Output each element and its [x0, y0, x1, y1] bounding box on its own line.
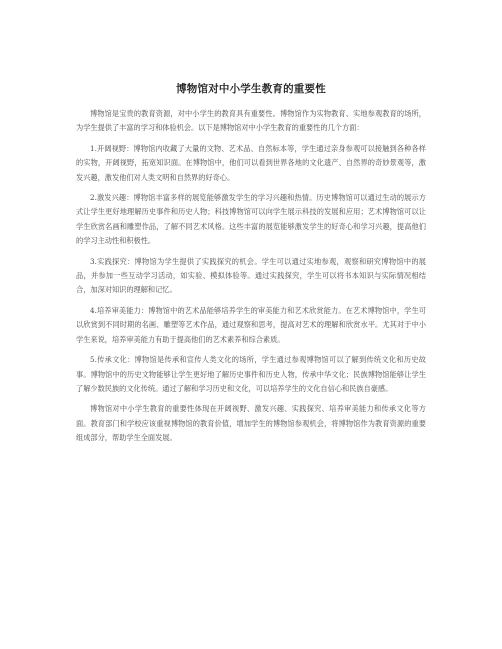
intro-paragraph: 博物馆是宝贵的教育资源，对中小学生的教育具有重要性。博物馆作为实物教育、实地参观教育的场所，为学生提供了丰富的学习和体验机会。以下是博物馆对中小学生教育的重要性的几个方面： — [76, 109, 426, 133]
point-2-paragraph: 2.激发兴趣：博物馆丰富多样的展览能够激发学生的学习兴趣和热情。历史博物馆可以通过生动的展示方式让学生更好地理解历史事件和历史人物；科技博物馆可以向学生展示科技的发展和应用；艺术博物馆可以让学生欣赏名画和雕塑作品，了解不同艺术风格。这些丰富的展览能够激发学生的好奇心和学习兴趣，提高他们的学习主动性和积极性。 — [76, 193, 426, 246]
conclusion-paragraph: 博物馆对中小学生教育的重要性体现在开阔视野、激发兴趣、实践探究、培养审美能力和传承文化等方面。教育部门和学校应该重视博物馆的教育价值，增加学生的博物馆参观机会，将博物馆作为教育资源的重要组成部分，帮助学生全面发展。 — [76, 404, 426, 443]
document-page — [76, 0, 426, 452]
document-body — [76, 107, 426, 446]
point-3-paragraph: 3.实践探究：博物馆为学生提供了实践探究的机会。学生可以通过实地参观，观察和研究博物馆中的展品，并参加一些互动学习活动，如实验、模拟体验等。通过实践探究，学生可以将书本知识与实际情况相结合，加深对知识的理解和记忆。 — [76, 256, 426, 295]
point-4-paragraph: 4.培养审美能力：博物馆中的艺术品能够培养学生的审美能力和艺术欣赏能力。在艺术博物馆中，学生可以欣赏到不同时期的名画、雕塑等艺术作品，通过观察和思考，提高对艺术的理解和欣赏水平。尤其对于中小学生来说，培养审美能力有助于提高他们的艺术素养和综合素质。 — [76, 305, 426, 344]
point-5-paragraph: 5.传承文化：博物馆是传承和宣传人类文化的场所，学生通过参观博物馆可以了解到传统文化和历史故事。博物馆中的历史文物能够让学生更好地了解历史事件和历史人物，传承中华文化；民族博物馆能够让学生了解少数民族的文化传统。通过了解和学习历史和文化，可以培养学生的文化自信心和民族自豪感。 — [76, 355, 426, 393]
point-1-paragraph: 1.开阔视野：博物馆内收藏了大量的文物、艺术品、自然标本等，学生通过亲身参观可以接触到各种各样的实物，开阔视野，拓宽知识面。在博物馆中，他们可以看到世界各地的文化遗产、自然界的奇妙景观等，激发兴趣，激发他们对人类文明和自然界的好奇心。 — [76, 143, 426, 182]
document-title: 博物馆对中小学生教育的重要性 — [176, 83, 326, 95]
